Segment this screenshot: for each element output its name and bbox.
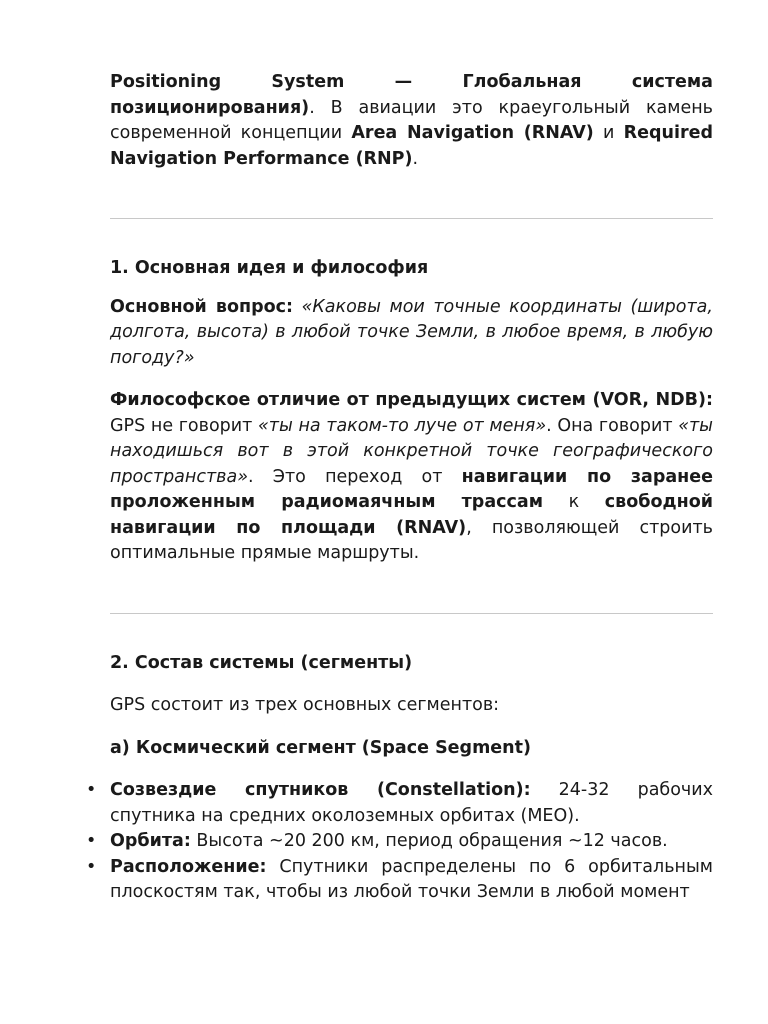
document-page [86, 70, 713, 906]
intro-bold-rnp: Required Navigation Performance (RNP) [110, 123, 713, 169]
list-item-label: Орбита: [110, 831, 191, 851]
intro-bold-gps: Positioning System — Глобальная система позиционирования) [110, 72, 713, 118]
list-item-text: Спутники распределены по 6 орбитальным плоскостям так, чтобы из любой точки Земли в любой момент [110, 856, 713, 902]
intro-text-1: . В авиации это краеугольный камень современной концепции [110, 97, 713, 143]
question-paragraph [110, 295, 713, 372]
philosophy-text-3: . Это переход от [248, 466, 462, 487]
list-item-text: 24-32 рабочих спутника на средних околоземных орбитах (MEO). [110, 780, 713, 826]
list-item [86, 829, 713, 855]
philosophy-bold-1: навигации по заранее проложенным радиомаячным трассам [110, 466, 713, 512]
subheading-space-segment: а) Космический сегмент (Space Segment) [110, 737, 531, 758]
philosophy-text-4: к [543, 492, 605, 512]
philosophy-paragraph [110, 388, 713, 567]
philosophy-text-2: . Она говорит [546, 415, 679, 436]
bullet-icon: • [86, 831, 97, 851]
philosophy-text-1: GPS не говорит [110, 415, 258, 436]
space-segment-list [86, 778, 713, 906]
intro-paragraph [110, 70, 713, 172]
bullet-icon: • [86, 780, 97, 800]
question-label: Основной вопрос: [110, 296, 294, 317]
list-item-label: Расположение: [110, 856, 267, 877]
list-item-label: Созвездие спутников (Constellation): [110, 780, 531, 800]
philosophy-quote-2: «ты находишься вот в этой конкретной точке географического пространства» [110, 415, 713, 487]
list-item [86, 778, 713, 829]
philosophy-text-5: , позволяющей строить оптимальные прямые маршруты. [110, 517, 713, 563]
intro-text-3: . [412, 148, 419, 169]
question-text: «Каковы мои точные координаты (широта, долгота, высота) в любой точке Земли, в любое время, в любую погоду?» [110, 296, 713, 368]
segments-intro: GPS состоит из трех основных сегментов: [110, 695, 500, 715]
bullet-icon: • [86, 856, 97, 877]
philosophy-quote-1: «ты на таком-то луче от меня» [257, 415, 547, 436]
section-heading-philosophy: 1. Основная идея и философия [110, 258, 429, 278]
section-divider [110, 613, 713, 614]
list-item-text: Высота ~20 200 км, период обращения ~12 часов. [190, 831, 668, 851]
section-heading-segments: 2. Состав системы (сегменты) [110, 652, 413, 673]
intro-text-2: и [593, 123, 624, 143]
philosophy-bold-2: свободной навигации по площади (RNAV) [110, 492, 713, 538]
intro-bold-rnav: Area Navigation (RNAV) [351, 123, 594, 143]
section-divider [110, 218, 713, 219]
list-item [86, 855, 713, 906]
philosophy-label: Философское отличие от предыдущих систем (VOR, NDB): [110, 390, 713, 410]
